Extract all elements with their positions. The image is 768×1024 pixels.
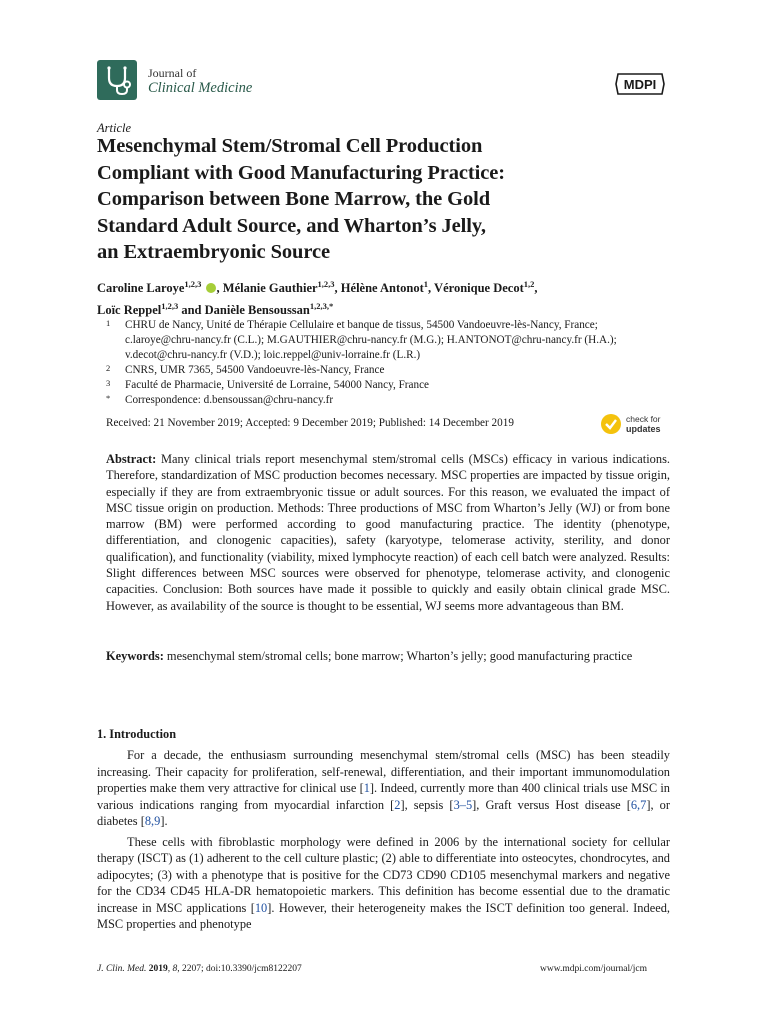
affiliation-number: *	[106, 393, 111, 403]
citation-link[interactable]: 6,7	[630, 797, 647, 812]
footer-volume: , 8	[167, 964, 178, 974]
keywords-label: Keywords:	[106, 649, 164, 663]
affiliation-number: 1	[106, 318, 111, 328]
orcid-icon[interactable]	[206, 283, 216, 293]
correspondence-item	[106, 393, 686, 408]
footer-year: 2019	[146, 964, 168, 974]
affiliation-item	[106, 363, 686, 378]
paragraph-text: ]. However, their heterogeneity makes the ISCT definition too general. Indeed, MSC properties and phenotype	[97, 900, 670, 931]
footer-url[interactable]: www.mdpi.com/journal/jcm	[540, 964, 648, 974]
affiliation-item	[106, 378, 686, 393]
keywords-text: mesenchymal stem/stromal cells; bone marrow; Wharton’s jelly; good manufacturing practice	[163, 649, 633, 663]
affiliation-item	[106, 318, 686, 363]
author-name: , Mélanie Gauthier	[216, 281, 318, 295]
paragraph-text: These cells with fibroblastic morphology were defined in 2006 by the international society for cellular therapy (ISCT) as (1) adherent to the cell culture plastic; (2) able to differentiate into osteocytes, chondrocytes, and adipocytes; (3) with a phenotype that is positive for the CD73 CD90 CD105 mesenchymal markers and negative for the CD34 CD45 HLA-DR hematopoietic markers. This definition has become essential due to the dramatic increase in MSC applications [	[97, 834, 670, 915]
affiliation-list	[106, 318, 686, 408]
paragraph	[97, 747, 670, 830]
affiliation-line: CHRU de Nancy, Unité de Thérapie Cellulaire et banque de tissus, 54500 Vandoeuvre-lès-Nancy, France;	[125, 319, 598, 331]
section-heading: 1. Introduction	[97, 727, 177, 741]
author-list	[97, 275, 657, 319]
citation-link[interactable]: 1	[363, 781, 370, 795]
affiliation-line: CNRS, UMR 7365, 54500 Vandoeuvre-lès-Nancy, France	[125, 364, 385, 376]
footer-journal: J. Clin. Med.	[97, 964, 147, 974]
affiliation-number: 3	[106, 378, 111, 388]
citation-link[interactable]: 2	[394, 797, 401, 812]
paragraph-text: ], or diabetes [	[97, 797, 670, 828]
affiliation-line: Faculté de Pharmacie, Université de Lorraine, 54000 Nancy, France	[125, 379, 430, 391]
article-type: Article	[97, 121, 132, 135]
title-line: Standard Adult Source, and Wharton’s Jelly,	[97, 214, 486, 237]
paragraph-text: ].	[160, 814, 168, 828]
article-title	[97, 133, 617, 266]
abstract-label: Abstract:	[106, 452, 157, 466]
title-line: Comparison between Bone Marrow, the Gold	[97, 188, 491, 210]
journal-name-line1: Journal of	[148, 66, 197, 80]
svg-text:MDPI: MDPI	[623, 77, 657, 92]
keywords	[106, 648, 670, 664]
affiliation-emails[interactable]: c.laroye@chru-nancy.fr (C.L.); M.GAUTHIER@chru-nancy.fr (M.G.); H.ANTONOT@chru-nancy.fr (H.A.);	[125, 334, 617, 346]
author-name: and Danièle Bensoussan	[178, 303, 310, 317]
paragraph-text: ], sepsis [	[400, 797, 454, 812]
paragraph	[97, 834, 670, 933]
footer-doi: , 2207; doi:10.3390/jcm8122207	[177, 964, 302, 974]
affiliation-mark: 1,2,3	[184, 279, 202, 289]
title-line: Compliant with Good Manufacturing Practice:	[97, 161, 505, 184]
separator: ,	[534, 281, 538, 295]
citation-link[interactable]: 3–5	[453, 797, 473, 812]
citation-link[interactable]: 10	[254, 900, 268, 915]
author-name: Loïc Reppel	[97, 303, 162, 317]
journal-name: Clinical Medicine	[148, 80, 253, 96]
affiliation-number: 2	[106, 363, 111, 373]
footer-citation	[97, 964, 302, 974]
introduction-body	[97, 747, 670, 933]
paragraph-text: ], Graft versus Host disease [	[472, 797, 631, 812]
author-name: Caroline Laroye	[97, 281, 185, 295]
abstract	[106, 451, 670, 614]
title-line: an Extraembryonic Source	[97, 241, 330, 263]
citation-link[interactable]: 8,9	[144, 814, 161, 828]
author-name: , Véronique Decot	[428, 281, 524, 295]
svg-text:updates: updates	[626, 424, 661, 434]
affiliation-mark: 1,2	[523, 279, 535, 289]
paragraph-text: ]. Indeed, currently more than 400 clinical trials use MSC in various indications ranging from myocardial infarction [	[97, 781, 670, 812]
affiliation-mark: 1,2,3	[161, 301, 179, 311]
author-name: , Hélène Antonot	[334, 281, 424, 295]
mdpi-logo	[614, 72, 666, 96]
title-line: Mesenchymal Stem/Stromal Cell Production	[97, 135, 483, 157]
affiliation-mark: 1	[423, 279, 429, 289]
publication-dates: Received: 21 November 2019; Accepted: 9 December 2019; Published: 14 December 2019	[106, 417, 514, 429]
paragraph-text: For a decade, the enthusiasm surrounding mesenchymal stem/stromal cells (MSC) has been steadily increasing. Their capacity for proliferation, self-renewal, differentiation, and their important immunomodulation properties make them very attractive for clinical use [	[97, 748, 670, 795]
check-for-updates-badge[interactable]	[600, 411, 672, 437]
svg-text:check for: check for	[626, 414, 661, 424]
affiliation-mark: 1,2,3,*	[309, 301, 334, 311]
stethoscope-icon	[97, 60, 137, 100]
affiliation-emails[interactable]: v.decot@chru-nancy.fr (V.D.); loic.reppel@univ-lorraine.fr (L.R.)	[125, 349, 421, 361]
affiliation-mark: 1,2,3	[317, 279, 335, 289]
abstract-text: Many clinical trials report mesenchymal stem/stromal cells (MSCs) efficacy in various indications. Therefore, standardization of MSC production becomes necessary. MSC properties are impacted by tissue origin, especially if they are from extraembryonic tissue or adult sources. For this reason, we evaluated the impact of MSC tissue origin on production. Methods: Three productions of MSC from Wharton’s Jelly (WJ) or from bone marrow (BM) were performed according to good manufacturing practice. The identity (phenotype, differentiation, and clonogenic capacities), safety (karyotype, telomerase activity, sterility, and donor qualification), and functionality (viability, mixed lymphocyte reaction) of each cell batch were analyzed. Results: Slight differences between MSC sources were observed for phenotype, telomerase activity, and clonogenic capacities. Conclusion: Both sources have made it possible to quickly and easily obtain clinical grade MSC. However, as availability of the source is thought to be essential, WJ seems more advantageous than BM.	[106, 452, 670, 613]
correspondence-email[interactable]: Correspondence: d.bensoussan@chru-nancy.fr	[125, 394, 334, 406]
